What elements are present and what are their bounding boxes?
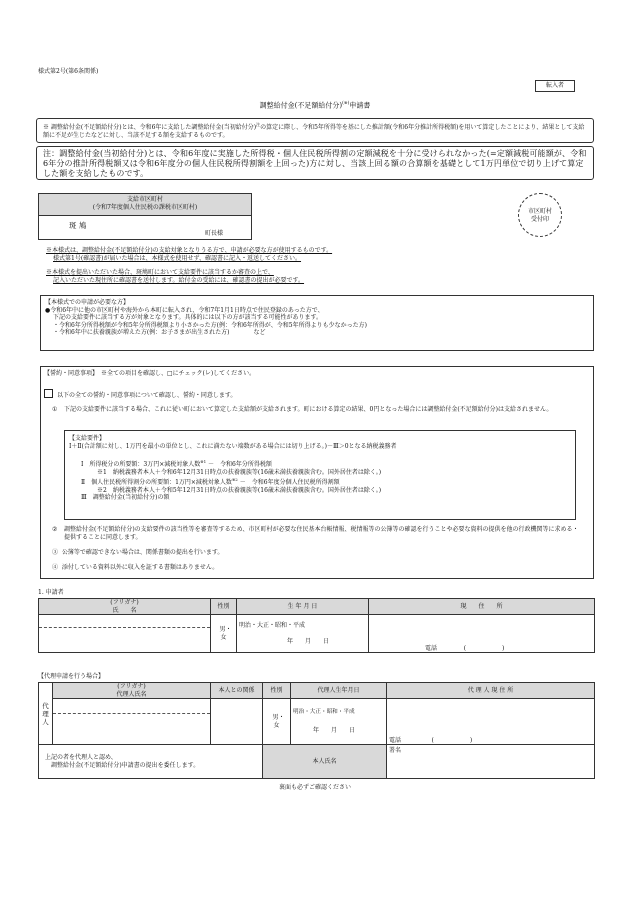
proxy-side-label bbox=[39, 683, 53, 745]
pledge-item2-number: ② bbox=[52, 526, 58, 533]
pledge-consent-row[interactable] bbox=[44, 389, 236, 400]
consent-checkbox[interactable] bbox=[44, 389, 53, 398]
proxy-section-title: 【代理申請を行う場合】 bbox=[38, 673, 105, 680]
requirement-II bbox=[69, 476, 571, 487]
proxy-sex-options[interactable]: 男・女 bbox=[272, 713, 285, 729]
addressee-box bbox=[38, 193, 252, 240]
proxy-relation-cell[interactable] bbox=[211, 699, 263, 745]
requirement-II-text: Ⅱ 個人住民税所得割分の所要額：1万円×減税対象人数 bbox=[81, 479, 232, 486]
applicant-sex-cell[interactable] bbox=[211, 615, 237, 653]
requirement-I-text: Ⅰ 所得税分の所要額：3万円×減税対象人数 bbox=[81, 461, 201, 468]
applicant-dob-cell[interactable] bbox=[237, 615, 369, 653]
proxy-sex-cell[interactable] bbox=[263, 699, 291, 745]
applicant-name-cell[interactable] bbox=[39, 615, 211, 653]
proxy-furigana-label: (フリガナ) bbox=[117, 683, 146, 690]
notes-block1-line1: ※本様式は、調整給付金(不足額給付分)の支給対象となりうる方で、申請が必要な方が使用するものです。 bbox=[46, 247, 333, 254]
notes-block1 bbox=[46, 247, 566, 262]
title-sup: (※) bbox=[342, 101, 350, 106]
proxy-dob-cell[interactable] bbox=[291, 699, 387, 745]
applicant-dob-header: 生 年 月 日 bbox=[237, 599, 369, 615]
pledge-item4 bbox=[52, 564, 218, 572]
consent-label: 以下の全ての誓約・同意事項について確認し、誓約・同意します。 bbox=[57, 392, 237, 399]
delegation-line2: 調整給付金(不足額給付分)申請書の提出を委任します。 bbox=[51, 761, 200, 769]
note-asterisk-rest: の算定に際し、令和5年所得等を基にした推計額(令和6年分推計所得税額)を用いて算定したことにより、結果として支給額に不足が生じたなどに対し、当該不足する額を支給するものです。 bbox=[43, 124, 585, 139]
proxy-sex-header: 性別 bbox=[263, 683, 291, 699]
applicant-sex-options[interactable]: 男・女 bbox=[219, 625, 232, 641]
proxy-dob-header: 代理人生年月日 bbox=[291, 683, 387, 699]
addressee-header bbox=[39, 194, 251, 216]
proxy-table bbox=[38, 682, 595, 779]
applicant-phone-row[interactable] bbox=[371, 645, 592, 653]
proxy-furigana-field[interactable] bbox=[53, 699, 210, 714]
applicant-address-header: 現 住 所 bbox=[369, 599, 595, 615]
proxy-side-label-text: 代理人 bbox=[42, 701, 49, 726]
transfer-in-tag bbox=[535, 80, 575, 92]
reception-stamp bbox=[518, 193, 562, 237]
applicant-phone-label: 電話 bbox=[425, 644, 438, 652]
notes-block2 bbox=[46, 269, 566, 284]
requirement-I-note: ※1 納税義務者本人＋令和6年12月31日時点の扶養親族等(16歳未満扶養親族含む。国外居住者は除く。) bbox=[97, 468, 382, 476]
proxy-address-cell[interactable] bbox=[387, 699, 595, 745]
form-number: 様式第2号(第6条関係) bbox=[38, 68, 99, 75]
pledge-item4-text: 添付している資料以外に収入を証する書類はありません。 bbox=[61, 564, 219, 571]
title-main: 調整給付金(不足額給付分) bbox=[259, 101, 343, 110]
need-line3: ・令和6年分所得税額が令和5年分所得税額より小さかった方(例：令和6年所得が、令和5年所得よりも少なかった方) bbox=[53, 321, 367, 329]
applicant-table bbox=[38, 598, 595, 653]
applicant-name-label: 氏 名 bbox=[112, 606, 137, 614]
note-asterisk-sup: 注 bbox=[256, 122, 261, 127]
requirements-formula: Ⅰ＋Ⅱ(合計額に対し、1万円を最小の単位とし、これに満たない端数がある場合には切り上げる。)－Ⅲ＞0となる納税義務者 bbox=[69, 442, 397, 450]
proxy-phone-row[interactable] bbox=[389, 737, 592, 745]
proxy-name-field[interactable] bbox=[53, 714, 210, 744]
pledge-item4-number: ④ bbox=[52, 564, 59, 571]
applicant-name-field[interactable] bbox=[39, 628, 210, 652]
pledge-item2-text: 調整給付金(不足額給付分)の支給要件の該当性等を審査等するため、市区町村が必要な住民基本台帳情報、税情報等の公簿等の確認を行うことや必要な資料の提供を他の行政機関等に求める・提供することに同意します。 bbox=[64, 526, 579, 541]
pledge-item3-number: ③ bbox=[52, 549, 59, 556]
need-line1: ●令和6年中に他の市区町村や海外から本町に転入され、令和7年1月1日時点で住民登録のあった方で、 bbox=[45, 306, 324, 314]
notes-block2-line1: ※本様式を提出いただいた場合、斑鳩町において支給要件に該当するか審査の上で、 bbox=[46, 269, 274, 276]
proxy-name-label: 代理人氏名 bbox=[116, 690, 147, 698]
title-suffix: 申請書 bbox=[349, 101, 371, 110]
pledge-item1-number: ① bbox=[52, 406, 58, 413]
applicant-furigana-label: (フリガナ) bbox=[110, 599, 139, 606]
need-line2: 下記の支給要件に該当する方が対象となります。具体的には以下の方が該当する可能性があります。 bbox=[53, 314, 323, 321]
delegation-line1: 上記の者を代理人と認め、 bbox=[45, 754, 117, 761]
footer-note: 裏面も必ずご確認ください bbox=[278, 784, 351, 791]
pledge-item3-text: 公簿等で確認できない場合は、関係書類の提出を行います。 bbox=[61, 549, 224, 556]
stamp-line2: 受付印 bbox=[530, 215, 549, 223]
proxy-relation-header: 本人との関係 bbox=[211, 683, 263, 699]
requirements-box bbox=[64, 430, 576, 520]
proxy-date-field[interactable]: 年 月 日 bbox=[313, 726, 356, 734]
applicant-sex-header: 性別 bbox=[211, 599, 237, 615]
addressee-header-line2: (令和7年度個人住民税の課税市区町村) bbox=[92, 203, 198, 211]
notes-block2-line2: 記入いただいた現住所に確認書を送付します。給付金の受給には、確認書の提出が必要です。 bbox=[53, 276, 305, 284]
applicant-phone-field[interactable]: ( ) bbox=[463, 644, 505, 652]
requirements-heading: 【支給要件】 bbox=[69, 435, 106, 442]
need-box bbox=[40, 295, 594, 351]
requirement-I-rest: － 令和6年分所得税額 bbox=[208, 461, 272, 468]
requirement-II-sup: ※2 bbox=[231, 477, 238, 482]
applicant-date-field[interactable]: 年 月 日 bbox=[287, 637, 330, 645]
requirement-III: Ⅲ 調整給付金(当初給付分)の額 bbox=[81, 494, 170, 501]
document-title bbox=[0, 100, 630, 110]
proxy-era-options[interactable]: 明治・大正・昭和・平成 bbox=[293, 709, 355, 715]
applicant-furigana-field[interactable] bbox=[39, 615, 210, 628]
requirement-I-sup: ※1 bbox=[200, 459, 207, 464]
addressee-header-line1: 支給市区町村 bbox=[126, 196, 163, 203]
pledge-item3 bbox=[52, 549, 223, 557]
notes-block1-line2: 様式第1号(確認書)が届いた場合は、本様式を使用せず、確認書に記入・返送してください。 bbox=[53, 254, 302, 262]
proxy-name-cell[interactable] bbox=[53, 699, 211, 745]
note-asterisk-box bbox=[36, 118, 594, 143]
proxy-name-header bbox=[53, 683, 211, 699]
transfer-in-tag-label: 転入者 bbox=[545, 82, 564, 89]
applicant-era-options[interactable]: 明治・大正・昭和・平成 bbox=[239, 622, 306, 629]
pledge-heading: 【誓約・同意事項】 ※全ての項目を確認し、□にチェック(レ)してください。 bbox=[44, 370, 256, 377]
pledge-item1-text: 下記の支給要件に該当する場合、これに従い町において算定した支給額が支給されます。町における算定の結果、0円となった場合には調整給付金(不足額給付分)は支給されません。 bbox=[64, 406, 553, 413]
requirement-I bbox=[69, 458, 571, 469]
applicant-address-cell[interactable] bbox=[369, 615, 595, 653]
addressee-suffix: 町長様 bbox=[205, 230, 224, 237]
proxy-phone-label: 電話 bbox=[389, 736, 402, 744]
applicant-name-header bbox=[39, 599, 211, 615]
applicant-section-title: 1. 申請者 bbox=[38, 589, 64, 596]
note-asterisk-text: ※ 調整給付金(不足額給付分)とは、令和6年に支給した調整給付金(当初給付分) bbox=[43, 124, 257, 131]
principal-signature-cell[interactable] bbox=[387, 745, 595, 779]
requirement-II-note: ※2 納税義務者本人＋令和5年12月31日時点の扶養親族等(16歳未満扶養親族含む。国外居住者は除く。) bbox=[97, 486, 382, 494]
need-line4: ・令和6年中に扶養親族が増えた方(例：お子さまが出生された方) など bbox=[53, 329, 266, 336]
note-main: 注：調整給付金(当初給付分)とは、令和6年度に実施した所得税・個人住民税所得割の定額減税を十分に受けられなかった(=定額減税可能額が、令和6年分の推計所得税額又は令和6年度分の個人住民税所得割額を上回った)方に対し、当該上回る額の合算額を基礎として1万円単位で切り上げて算定した額を支給したものです。 bbox=[36, 146, 594, 180]
stamp-line1: 市区町村 bbox=[527, 208, 552, 215]
signature-label: 署名 bbox=[389, 747, 402, 754]
principal-name-label: 本人氏名 bbox=[263, 745, 387, 779]
need-heading: 【本様式での申請が必要な方】 bbox=[45, 299, 130, 306]
proxy-phone-field[interactable]: ( ) bbox=[431, 736, 473, 744]
delegation-cell bbox=[39, 745, 263, 779]
addressee-municipality: 斑 鳩 bbox=[69, 221, 87, 230]
requirement-II-rest: － 令和6年度分個人住民税所得割額 bbox=[239, 479, 340, 486]
proxy-address-header: 代 理 人 現 住 所 bbox=[387, 683, 595, 699]
